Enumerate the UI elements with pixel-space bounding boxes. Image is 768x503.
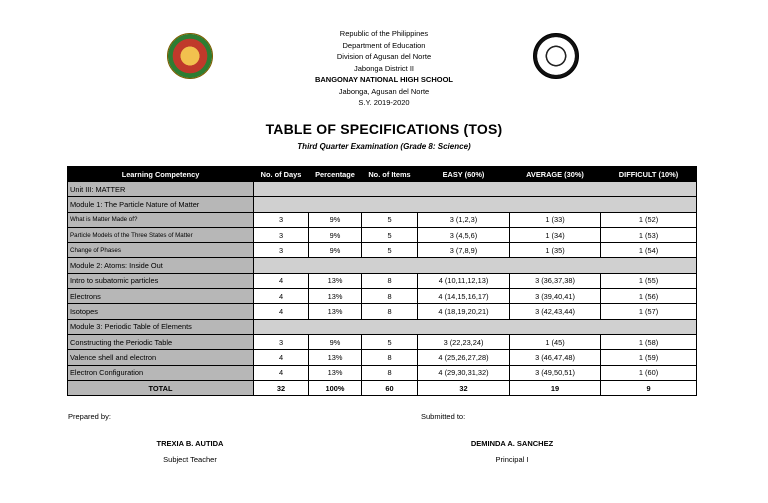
preparer-role: Subject Teacher (163, 455, 217, 464)
submitted-to-label: Submitted to: (421, 412, 466, 421)
total-difficult: 9 (601, 380, 697, 395)
module-title: Module 1: The Particle Nature of Matter (68, 197, 254, 212)
table-row (68, 243, 697, 258)
column-header: No. of Days (254, 167, 309, 182)
total-easy: 32 (418, 380, 510, 395)
table-row (68, 212, 697, 227)
module-row (68, 319, 697, 334)
easy-cell: 3 (22,23,24) (418, 334, 510, 349)
unit-row (68, 182, 697, 197)
items-cell: 8 (362, 273, 418, 288)
items-cell: 8 (362, 365, 418, 380)
difficult-cell: 1 (58) (601, 334, 697, 349)
header-line: Republic of the Philippines (339, 29, 429, 38)
percentage-cell: 13% (309, 289, 362, 304)
days-cell: 4 (254, 304, 309, 319)
module-row (68, 258, 697, 273)
table-row (68, 365, 697, 380)
percentage-cell: 13% (309, 273, 362, 288)
module-title: Module 2: Atoms: Inside Out (68, 258, 254, 273)
average-cell: 3 (39,40,41) (510, 289, 601, 304)
competency-cell: Change of Phases (68, 243, 254, 258)
total-items: 60 (362, 380, 418, 395)
total-row (68, 380, 697, 395)
total-percentage: 100% (309, 380, 362, 395)
approver-name: DEMINDA A. SANCHEZ (470, 439, 554, 448)
column-header: No. of Items (362, 167, 418, 182)
percentage-cell: 13% (309, 365, 362, 380)
page-subtitle: Third Quarter Examination (Grade 8: Science) (297, 142, 471, 151)
header-line: Department of Education (342, 40, 426, 50)
easy-cell: 4 (10,11,12,13) (418, 273, 510, 288)
percentage-cell: 9% (309, 227, 362, 242)
items-cell: 8 (362, 350, 418, 365)
competency-cell: Particle Models of the Three States of Matter (68, 227, 254, 242)
document-header (234, 28, 534, 109)
table-header-row (68, 167, 697, 182)
items-cell: 5 (362, 334, 418, 349)
column-header: EASY (60%) (418, 167, 510, 182)
approver-role: Principal I (495, 455, 529, 464)
percentage-cell: 9% (309, 334, 362, 349)
average-cell: 1 (35) (510, 243, 601, 258)
difficult-cell: 1 (59) (601, 350, 697, 365)
difficult-cell: 1 (56) (601, 289, 697, 304)
competency-cell: What is Matter Made of? (68, 212, 254, 227)
items-cell: 8 (362, 289, 418, 304)
prepared-by-label: Prepared by: (68, 412, 111, 421)
average-cell: 3 (46,47,48) (510, 350, 601, 365)
items-cell: 5 (362, 227, 418, 242)
average-cell: 3 (36,37,38) (510, 273, 601, 288)
total-average: 19 (510, 380, 601, 395)
days-cell: 4 (254, 289, 309, 304)
tos-table (67, 166, 697, 396)
total-days: 32 (254, 380, 309, 395)
percentage-cell: 9% (309, 243, 362, 258)
days-cell: 3 (254, 227, 309, 242)
average-cell: 1 (45) (510, 334, 601, 349)
days-cell: 3 (254, 334, 309, 349)
days-cell: 4 (254, 350, 309, 365)
competency-cell: Valence shell and electron (68, 350, 254, 365)
competency-cell: Electrons (68, 289, 254, 304)
page-title: TABLE OF SPECIFICATIONS (TOS) (265, 121, 503, 137)
percentage-cell: 13% (309, 350, 362, 365)
table-row (68, 350, 697, 365)
module-title: Module 3: Periodic Table of Elements (68, 319, 254, 334)
difficult-cell: 1 (60) (601, 365, 697, 380)
header-line: Jabonga District II (353, 63, 415, 73)
header-line: Division of Agusan del Norte (336, 52, 432, 61)
header-line: Jabonga, Agusan del Norte (338, 86, 430, 96)
average-cell: 3 (49,50,51) (510, 365, 601, 380)
unit-label: Unit III: MATTER (68, 182, 254, 197)
preparer-name: TREXIA B. AUTIDA (156, 439, 224, 448)
days-cell: 3 (254, 243, 309, 258)
items-cell: 8 (362, 304, 418, 319)
competency-cell: Intro to subatomic particles (68, 273, 254, 288)
difficult-cell: 1 (57) (601, 304, 697, 319)
competency-cell: Constructing the Periodic Table (68, 334, 254, 349)
average-cell: 3 (42,43,44) (510, 304, 601, 319)
total-label: TOTAL (68, 380, 254, 395)
difficult-cell: 1 (54) (601, 243, 697, 258)
easy-cell: 3 (7,8,9) (418, 243, 510, 258)
school-year: S.Y. 2019-2020 (358, 98, 410, 107)
school-name: BANGONAY NATIONAL HIGH SCHOOL (314, 75, 454, 84)
easy-cell: 4 (14,15,16,17) (418, 289, 510, 304)
percentage-cell: 9% (309, 212, 362, 227)
easy-cell: 4 (25,26,27,28) (418, 350, 510, 365)
difficult-cell: 1 (53) (601, 227, 697, 242)
percentage-cell: 13% (309, 304, 362, 319)
average-cell: 1 (33) (510, 212, 601, 227)
difficult-cell: 1 (52) (601, 212, 697, 227)
days-cell: 4 (254, 273, 309, 288)
module-row (68, 197, 697, 212)
average-cell: 1 (34) (510, 227, 601, 242)
difficult-cell: 1 (55) (601, 273, 697, 288)
column-header: DIFFICULT (10%) (601, 167, 697, 182)
items-cell: 5 (362, 212, 418, 227)
easy-cell: 4 (29,30,31,32) (418, 365, 510, 380)
school-seal-logo (533, 33, 579, 79)
easy-cell: 3 (1,2,3) (418, 212, 510, 227)
items-cell: 5 (362, 243, 418, 258)
table-row (68, 289, 697, 304)
days-cell: 3 (254, 212, 309, 227)
column-header: AVERAGE (30%) (510, 167, 601, 182)
competency-cell: Electron Configuration (68, 365, 254, 380)
table-row (68, 304, 697, 319)
easy-cell: 4 (18,19,20,21) (418, 304, 510, 319)
days-cell: 4 (254, 365, 309, 380)
competency-cell: Isotopes (68, 304, 254, 319)
table-row (68, 227, 697, 242)
column-header: Percentage (309, 167, 362, 182)
table-row (68, 334, 697, 349)
column-header: Learning Competency (68, 167, 254, 182)
division-seal-logo (167, 33, 213, 79)
easy-cell: 3 (4,5,6) (418, 227, 510, 242)
table-row (68, 273, 697, 288)
